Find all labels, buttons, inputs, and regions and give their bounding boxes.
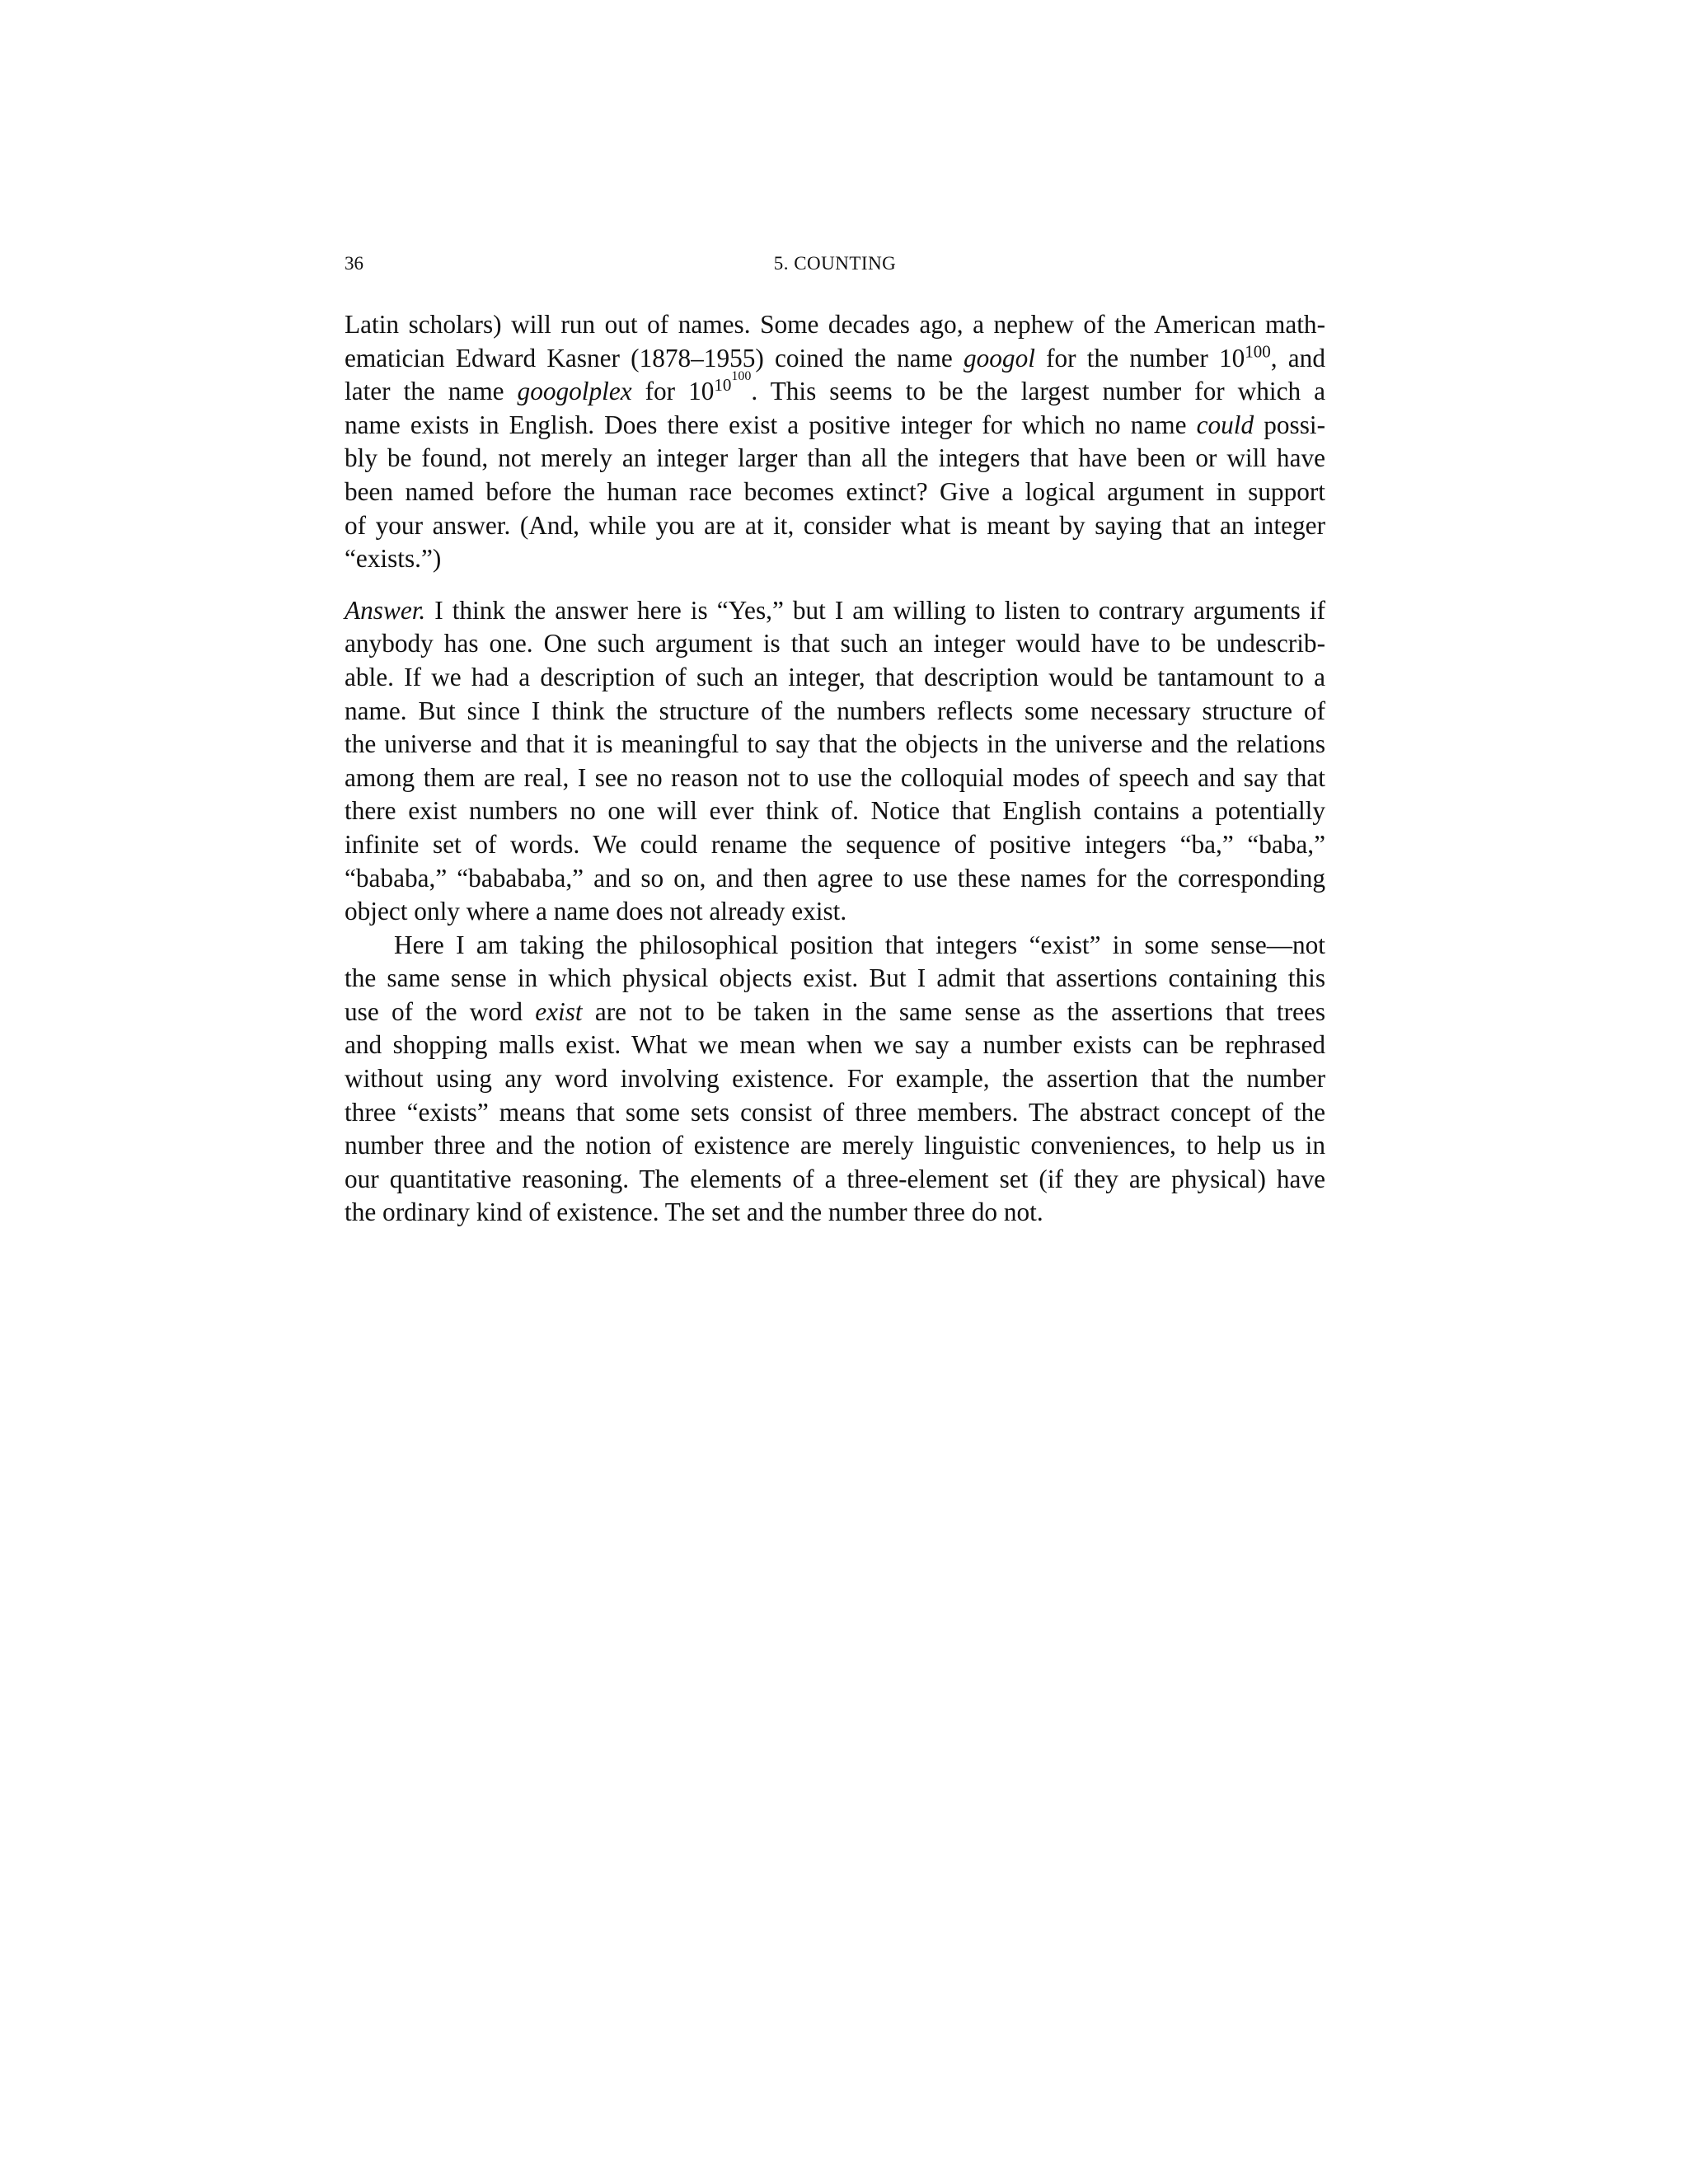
exponent: 100 bbox=[1245, 341, 1271, 362]
text-line: the universe and that it is meaningful to say that the objects in the universe and the relations bbox=[345, 729, 1325, 759]
text-line: name exists in English. Does there exist a positive integer for which no name could possi- bbox=[345, 410, 1325, 439]
nested-exponent: 100 bbox=[731, 368, 752, 383]
text-line: Latin scholars) will run out of names. Some decades ago, a nephew of the American math- bbox=[345, 310, 1325, 339]
answer-paragraph bbox=[345, 594, 1325, 929]
text-line: without using any word involving existence. For example, the assertion that the number bbox=[345, 1064, 1325, 1094]
text-line: name. But since I think the structure of the numbers reflects some necessary structure of bbox=[345, 696, 1325, 725]
text-line: our quantitative reasoning. The elements of a three-element set (if they are physical) have bbox=[345, 1164, 1325, 1193]
page-number: 36 bbox=[345, 253, 363, 274]
text-line: “exists.”) bbox=[345, 544, 442, 574]
text-line: object only where a name does not already exist. bbox=[345, 897, 847, 926]
text-line: among them are real, I see no reason not to use the colloquial modes of speech and say that bbox=[345, 762, 1325, 792]
exponent: 10100 bbox=[714, 368, 752, 395]
term-googolplex: googolplex bbox=[517, 377, 632, 406]
text-line: Answer. I think the answer here is “Yes,” but I am willing to listen to contrary arguments if bbox=[345, 595, 1325, 625]
emphasis-exist: exist bbox=[535, 996, 583, 1026]
text-line: infinite set of words. We could rename the sequence of positive integers “ba,” “baba,” bbox=[345, 829, 1325, 859]
text-line: the ordinary kind of existence. The set and the number three do not. bbox=[345, 1197, 1043, 1227]
text-line: ematician Edward Kasner (1878–1955) coined the name googol for the number $10^{100}$, and bbox=[345, 341, 1325, 373]
text-line: number three and the notion of existence are merely linguistic conveniences, to help us in bbox=[345, 1131, 1325, 1160]
text-line: Here I am taking the philosophical position that integers “exist” in some sense—not bbox=[394, 930, 1325, 959]
body-text bbox=[345, 308, 1325, 1230]
text-line: been named before the human race becomes extinct? Give a logical argument in support bbox=[345, 476, 1325, 506]
term-googol: googol bbox=[963, 343, 1035, 373]
text-line: three “exists” means that some sets consist of three members. The abstract concept of the bbox=[345, 1097, 1325, 1127]
text-line: and shopping malls exist. What we mean when we say a number exists can be rephrased bbox=[345, 1030, 1325, 1060]
text-line: anybody has one. One such argument is that such an integer would have to be undescrib- bbox=[345, 629, 1325, 658]
text-line: bly be found, not merely an integer larger than all the integers that have been or will have bbox=[345, 443, 1325, 473]
text-line: use of the word exist are not to be taken in the same sense as the assertions that trees bbox=[345, 996, 1325, 1026]
text-line: there exist numbers no one will ever think of. Notice that English contains a potentially bbox=[345, 796, 1325, 826]
text-line: able. If we had a description of such an integer, that description would be tantamount to a bbox=[345, 662, 1325, 691]
answer-continuation-paragraph bbox=[345, 929, 1325, 1230]
text-line: the same sense in which physical objects exist. But I admit that assertions containing this bbox=[345, 963, 1325, 993]
text-line: later the name googolplex for $10^{10^{100}}$. This seems to be the largest number for which a bbox=[345, 368, 1325, 406]
running-head bbox=[345, 247, 1325, 280]
question-paragraph bbox=[345, 308, 1325, 576]
text-line: “bababa,” “babababa,” and so on, and then agree to use these names for the corresponding bbox=[345, 863, 1325, 893]
emphasis-could: could bbox=[1196, 410, 1254, 439]
answer-label: Answer. bbox=[345, 595, 426, 625]
text-line: of your answer. (And, while you are at it, consider what is meant by saying that an integer bbox=[345, 510, 1325, 540]
chapter-title: 5. COUNTING bbox=[773, 253, 897, 274]
